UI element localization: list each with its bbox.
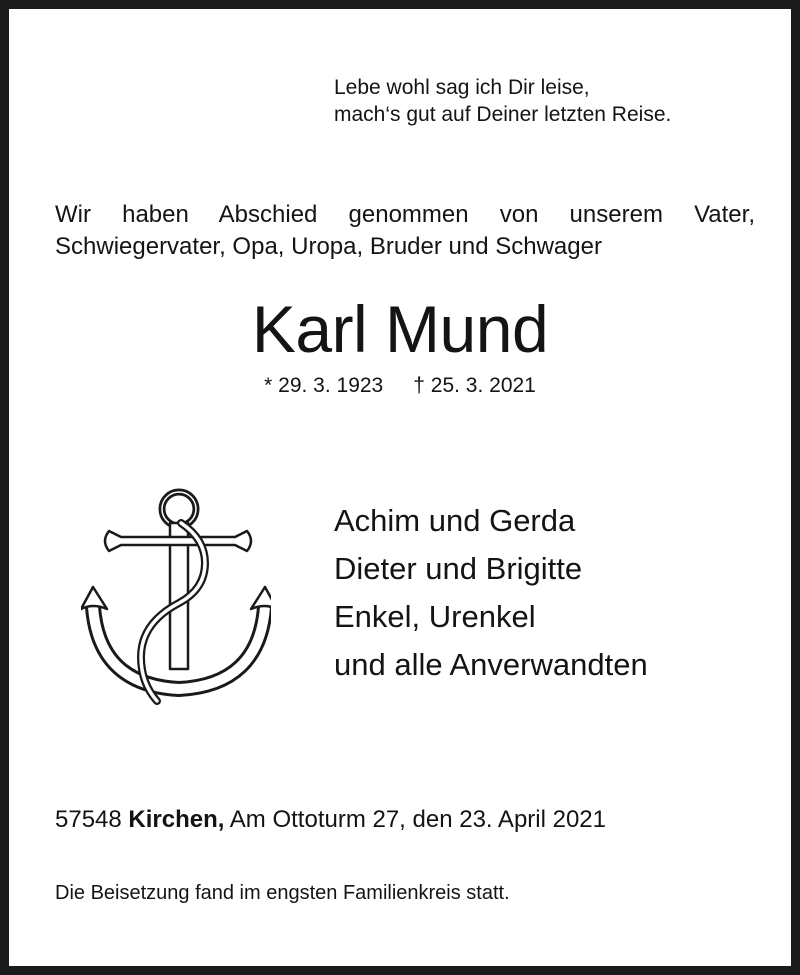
- intro-line-1: Wir haben Abschied genommen von unserem Vater,: [55, 201, 755, 228]
- mourners-list: [334, 497, 648, 689]
- town: Kirchen,: [128, 806, 225, 833]
- farewell-poem: [334, 74, 671, 128]
- postcode: 57548: [55, 806, 122, 833]
- mourner-line: Dieter und Brigitte: [334, 551, 583, 586]
- intro-line-2: Schwiegervater, Opa, Uropa, Bruder und Schwager: [55, 233, 602, 260]
- mourner-line: und alle Anverwandten: [334, 647, 648, 682]
- mourner-line: Achim und Gerda: [334, 503, 576, 538]
- death-date: † 25. 3. 2021: [413, 374, 536, 397]
- street-and-date: Am Ottoturm 27, den 23. April 2021: [229, 806, 607, 833]
- life-dates: [9, 372, 791, 400]
- address-line: [55, 804, 606, 836]
- birth-date: * 29. 3. 1923: [264, 374, 384, 397]
- deceased-name: Karl Mund: [251, 292, 549, 366]
- funeral-note: Die Beisetzung fand im engsten Familienkreis statt.: [55, 882, 510, 904]
- poem-line-2: mach‘s gut auf Deiner letzten Reise.: [334, 103, 672, 126]
- anchor-icon: [81, 479, 271, 714]
- intro-text: [55, 199, 755, 263]
- poem-line-1: Lebe wohl sag ich Dir leise,: [334, 76, 590, 99]
- mourner-line: Enkel, Urenkel: [334, 599, 536, 634]
